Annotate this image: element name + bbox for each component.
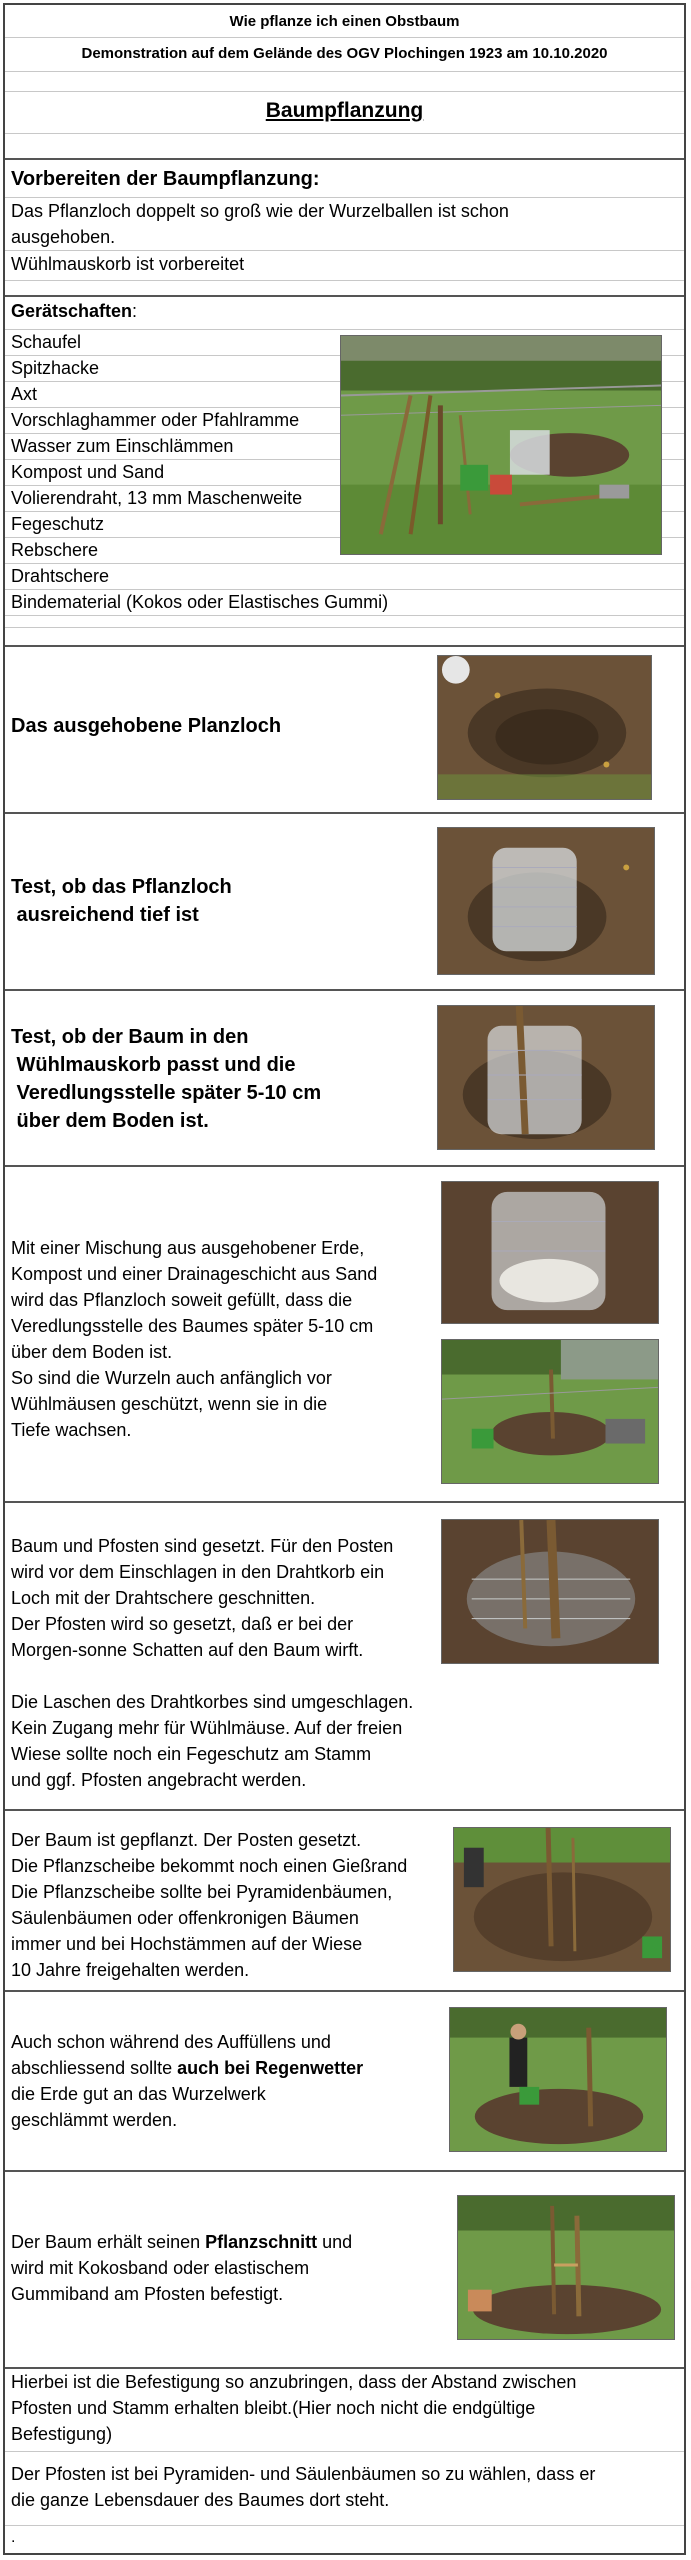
footer-dot: . bbox=[11, 2529, 16, 2546]
text-line: wird mit Kokosband oder elastischem bbox=[11, 2258, 310, 2278]
section-divider bbox=[5, 158, 684, 160]
text-line: Mit einer Mischung aus ausgehobener Erde, bbox=[11, 1238, 365, 1258]
section-divider bbox=[5, 2170, 684, 2172]
divider bbox=[5, 37, 684, 38]
text-segment: Der Baum erhält seinen bbox=[11, 2232, 206, 2252]
divider bbox=[5, 2525, 684, 2526]
tool-item: Axt bbox=[11, 384, 38, 404]
caption-line: Wühlmauskorb passt und die bbox=[11, 1054, 296, 1076]
step-text bbox=[11, 1533, 393, 1663]
text-line: Der Baum ist gepflanzt. Der Posten gesetzt. bbox=[11, 1830, 362, 1850]
prep-line: Das Pflanzloch doppelt so groß wie der Wurzelballen ist schon bbox=[11, 201, 509, 221]
caption-line: Test, ob der Baum in den bbox=[11, 1026, 249, 1048]
tool-item: Bindematerial (Kokos oder Elastisches Gummi) bbox=[11, 592, 389, 612]
text-line: Hierbei ist die Befestigung so anzubringen, dass der Abstand zwischen bbox=[11, 2372, 577, 2392]
text-line: Die Pflanzscheibe sollte bei Pyramidenbäumen, bbox=[11, 1882, 393, 1902]
text-line: geschlämmt werden. bbox=[11, 2110, 178, 2130]
section-divider bbox=[5, 645, 684, 647]
planted-tree-photo bbox=[453, 1827, 671, 1972]
prep-heading: Vorbereiten der Baumpflanzung: bbox=[11, 168, 320, 190]
text-line bbox=[11, 2055, 363, 2081]
depth-test-photo bbox=[437, 827, 655, 975]
text-line: So sind die Wurzeln auch anfänglich vor bbox=[11, 1368, 332, 1388]
caption-line: Veredlungsstelle später 5-10 cm bbox=[11, 1082, 322, 1104]
text-segment: und bbox=[317, 2232, 353, 2252]
text-line: wird vor dem Einschlagen in den Drahtkorb ein bbox=[11, 1562, 385, 1582]
step-caption bbox=[11, 873, 232, 929]
text-line: Auch schon während des Auffüllens und bbox=[11, 2032, 331, 2052]
text-line: Pfosten und Stamm erhalten bleibt.(Hier noch nicht die endgültige bbox=[11, 2398, 536, 2418]
divider bbox=[5, 563, 684, 564]
step-caption: Das ausgehobene Planzloch bbox=[11, 715, 282, 737]
fit-test-photo bbox=[437, 1005, 655, 1150]
caption-line: über dem Boden ist. bbox=[11, 1110, 209, 1132]
text-segment: abschliessend sollte bbox=[11, 2058, 178, 2078]
tool-item: Fegeschutz bbox=[11, 514, 105, 534]
text-line: Kompost und einer Drainageschicht aus Sand bbox=[11, 1264, 378, 1284]
section-divider bbox=[5, 812, 684, 814]
step-text bbox=[11, 1689, 413, 1793]
planting-hole-photo bbox=[437, 655, 652, 800]
filling-photo bbox=[441, 1181, 659, 1324]
text-line: Der Pfosten wird so gesetzt, daß er bei der bbox=[11, 1614, 354, 1634]
section-divider bbox=[5, 1501, 684, 1503]
divider bbox=[5, 589, 684, 590]
step-caption bbox=[11, 1023, 321, 1135]
section-divider bbox=[5, 295, 684, 297]
text-line: Der Pfosten ist bei Pyramiden- und Säulenbäumen so zu wählen, dass er bbox=[11, 2464, 596, 2484]
text-line: Veredlungsstelle des Baumes später 5-10 cm bbox=[11, 1316, 374, 1336]
text-line: 10 Jahre freigehalten werden. bbox=[11, 1960, 250, 1980]
text-line: Gummiband am Pfosten befestigt. bbox=[11, 2284, 284, 2304]
text-line: über dem Boden ist. bbox=[11, 1342, 173, 1362]
prep-line: ausgehoben. bbox=[11, 227, 116, 247]
wire-basket-photo bbox=[441, 1519, 659, 1664]
section-title: Baumpflanzung bbox=[265, 99, 424, 122]
note-text bbox=[11, 2369, 576, 2447]
tool-item: Wasser zum Einschlämmen bbox=[11, 436, 234, 456]
text-line: Baum und Pfosten sind gesetzt. Für den Posten bbox=[11, 1536, 394, 1556]
tied-tree-photo bbox=[457, 2195, 675, 2340]
tool-item: Drahtschere bbox=[11, 566, 110, 586]
text-line bbox=[11, 2229, 352, 2255]
text-line: wird das Pflanzloch soweit gefüllt, dass die bbox=[11, 1290, 353, 1310]
tools-heading-colon: : bbox=[132, 301, 138, 321]
text-line: Die Laschen des Drahtkorbes sind umgeschlagen. bbox=[11, 1692, 414, 1712]
text-line: Säulenbäumen oder offenkronigen Bäumen bbox=[11, 1908, 359, 1928]
tools-photo bbox=[340, 335, 662, 555]
text-line: und ggf. Pfosten angebracht werden. bbox=[11, 1770, 307, 1790]
text-line: Befestigung) bbox=[11, 2424, 113, 2444]
text-line: die Erde gut an das Wurzelwerk bbox=[11, 2084, 266, 2104]
note-text bbox=[11, 2461, 595, 2513]
text-line: Die Pflanzscheibe bekommt noch einen Gießrand bbox=[11, 1856, 408, 1876]
tool-item: Volierendraht, 13 mm Maschenweite bbox=[11, 488, 303, 508]
step-text bbox=[11, 2229, 352, 2307]
text-line: Wühlmäusen geschützt, wenn sie in die bbox=[11, 1394, 328, 1414]
document-sheet bbox=[3, 3, 686, 2555]
section-divider bbox=[5, 989, 684, 991]
divider bbox=[5, 250, 684, 251]
step-text bbox=[11, 2029, 363, 2133]
step-text bbox=[11, 1235, 377, 1443]
tools-heading: Gerätschaften bbox=[11, 301, 133, 321]
watering-photo bbox=[449, 2007, 667, 2152]
tool-item: Schaufel bbox=[11, 332, 82, 352]
caption-line: ausreichend tief ist bbox=[11, 904, 199, 926]
text-line: Morgen-sonne Schatten auf den Baum wirft. bbox=[11, 1640, 364, 1660]
prep-line: Wühlmauskorb ist vorbereitet bbox=[11, 254, 245, 274]
section-divider bbox=[5, 1165, 684, 1167]
caption-line: Test, ob das Pflanzloch bbox=[11, 876, 232, 898]
text-line: Loch mit der Drahtschere geschnitten. bbox=[11, 1588, 316, 1608]
tool-item: Spitzhacke bbox=[11, 358, 100, 378]
section-divider bbox=[5, 1990, 684, 1992]
divider bbox=[5, 91, 684, 92]
emphasis-text: Pflanzschnitt bbox=[205, 2232, 318, 2252]
text-line: Wiese sollte noch ein Fegeschutz am Stamm bbox=[11, 1744, 372, 1764]
divider bbox=[5, 2451, 684, 2452]
tool-item: Vorschlaghammer oder Pfahlramme bbox=[11, 410, 300, 430]
text-line: immer und bei Hochstämmen auf der Wiese bbox=[11, 1934, 363, 1954]
tool-item: Kompost und Sand bbox=[11, 462, 165, 482]
emphasis-text: auch bei Regenwetter bbox=[177, 2058, 364, 2078]
document-subtitle: Demonstration auf dem Gelände des OGV Plochingen 1923 am 10.10.2020 bbox=[81, 45, 608, 62]
divider bbox=[5, 71, 684, 72]
tool-item: Rebschere bbox=[11, 540, 99, 560]
tools-list bbox=[11, 329, 388, 615]
tools-heading-row bbox=[11, 301, 137, 322]
text-line: die ganze Lebensdauer des Baumes dort steht. bbox=[11, 2490, 390, 2510]
step-text bbox=[11, 1827, 407, 1983]
section-divider bbox=[5, 1809, 684, 1811]
divider bbox=[5, 280, 684, 281]
prep-text bbox=[11, 198, 509, 250]
text-line: Tiefe wachsen. bbox=[11, 1420, 132, 1440]
divider bbox=[5, 627, 684, 628]
text-line: Kein Zugang mehr für Wühlmäuse. Auf der freien bbox=[11, 1718, 403, 1738]
divider bbox=[5, 615, 684, 616]
garden-overview-photo bbox=[441, 1339, 659, 1484]
document-title: Wie pflanze ich einen Obstbaum bbox=[229, 13, 460, 30]
divider bbox=[5, 133, 684, 134]
